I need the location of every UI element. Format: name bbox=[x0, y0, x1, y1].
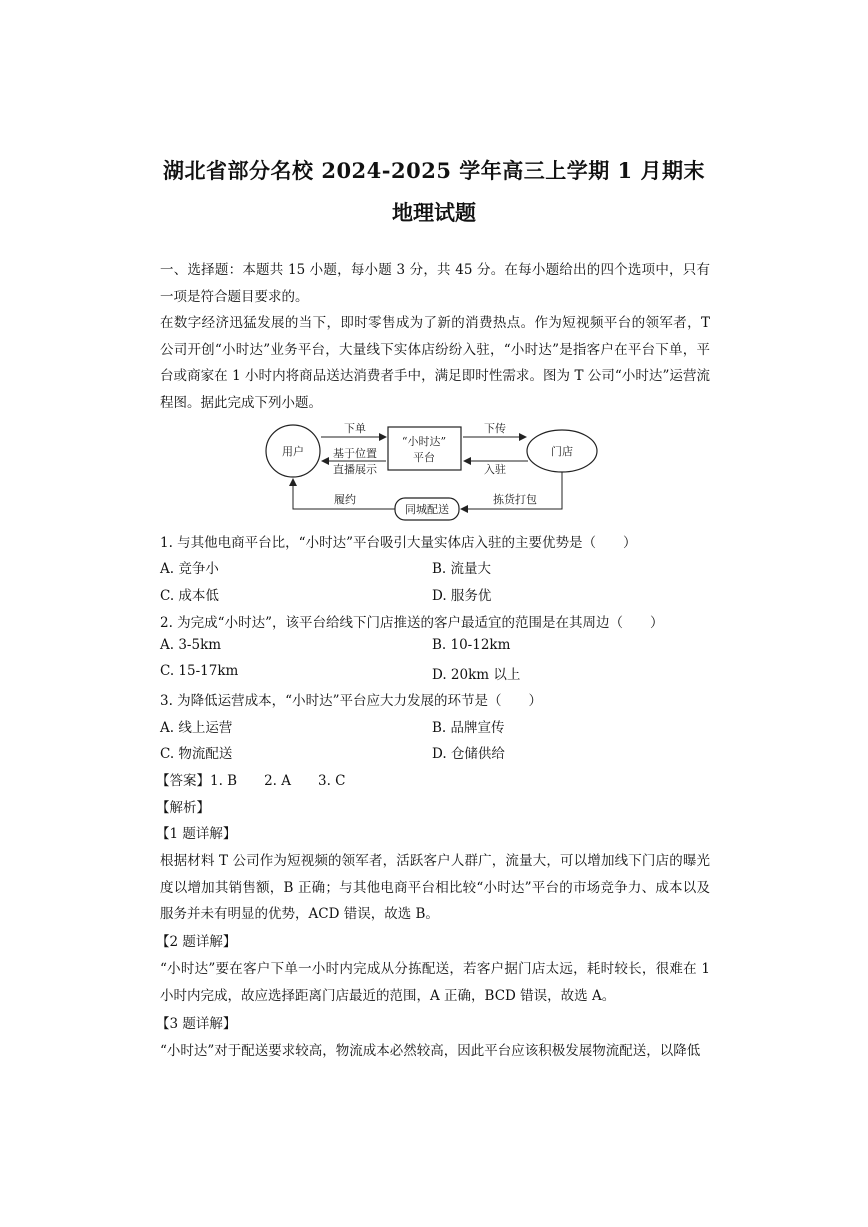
exam-subtitle: 地理试题 bbox=[392, 200, 476, 225]
question-1-option-b: B. 流量大 bbox=[432, 561, 492, 577]
order-label: 下单 bbox=[344, 422, 366, 435]
question-2-option-c: C. 15-17km bbox=[160, 663, 239, 679]
material-text: 在数字经济迅猛发展的当下，即时零售成为了新的消费热点。作为短视频平台的领军者，T 公司开创“小时达”业务平台，大量线下实体店纷纷入驻，“小时达”是指客户在平台下单，平台或商家在 1 小时内将商品送达消费者手中，满足即时性需求。图为 T 公司“小时达”运营流程图。据此完成下列小题。 bbox=[160, 315, 710, 411]
fulfill-label: 履约 bbox=[334, 493, 356, 506]
question-2-option-d: D. 20km 以上 bbox=[432, 667, 521, 683]
question-3-option-b: B. 品牌宣传 bbox=[432, 720, 505, 736]
user-label: 用户 bbox=[282, 445, 304, 458]
question-2-option-a: A. 3-5km bbox=[160, 637, 222, 653]
detail-2-label: 【2 题详解】 bbox=[156, 934, 237, 950]
platform-label-line1: “小时达” bbox=[401, 435, 447, 448]
delivery-label: 同城配送 bbox=[405, 503, 449, 516]
detail-2-text: “小时达”要在客户下单一小时内完成从分拣配送，若客户据门店太远，耗时较长，很难在 1 小时内完成，故应选择距离门店最近的范围，A 正确，BCD 错误，故选 A。 bbox=[160, 961, 710, 1004]
flow-diagram bbox=[255, 415, 615, 525]
detail-3-text: “小时达”对于配送要求较高，物流成本必然较高，因此平台应该积极发展物流配送，以降低 bbox=[160, 1043, 701, 1059]
question-1-option-a: A. 竞争小 bbox=[160, 561, 219, 577]
join-label: 入驻 bbox=[484, 463, 506, 476]
question-1-option-d: D. 服务优 bbox=[432, 588, 492, 604]
question-1-option-c: C. 成本低 bbox=[160, 588, 219, 604]
location-label: 基于位置 bbox=[333, 447, 377, 460]
detail-1-label: 【1 题详解】 bbox=[156, 826, 237, 842]
analysis-label: 【解析】 bbox=[156, 800, 210, 816]
exam-title: 湖北省部分名校 2024-2025 学年高三上学期 1 月期末 bbox=[163, 158, 705, 183]
forward-label: 下传 bbox=[484, 422, 506, 435]
question-3-option-c: C. 物流配送 bbox=[160, 746, 233, 762]
detail-1-text: 根据材料 T 公司作为短视频的领军者，活跃客户人群广，流量大，可以增加线下门店的曝光度以增加其销售额，B 正确；与其他电商平台相比较“小时达”平台的市场竞争力、成本以及服务并未有明显的优势，ACD 错误，故选 B。 bbox=[160, 853, 710, 922]
display-label: 直播展示 bbox=[333, 463, 377, 476]
question-1-stem: 1. 与其他电商平台比，“小时达”平台吸引大量实体店入驻的主要优势是（ ） bbox=[160, 535, 637, 551]
question-3-option-a: A. 线上运营 bbox=[160, 720, 233, 736]
pick-label: 拣货打包 bbox=[493, 493, 537, 506]
answer-line: 【答案】1. B 2. A 3. C bbox=[156, 773, 346, 789]
question-3-stem: 3. 为降低运营成本，“小时达”平台应大力发展的环节是（ ） bbox=[160, 693, 542, 709]
detail-3-label: 【3 题详解】 bbox=[156, 1016, 237, 1032]
section-heading: 一、选择题：本题共 15 小题，每小题 3 分，共 45 分。在每小题给出的四个选项中，只有一项是符合题目要求的。 bbox=[160, 262, 710, 305]
platform-label-line2: 平台 bbox=[413, 451, 435, 464]
question-3-option-d: D. 仓储供给 bbox=[432, 746, 505, 762]
store-label: 门店 bbox=[551, 445, 573, 458]
question-2-option-b: B. 10-12km bbox=[432, 637, 511, 653]
question-2-stem: 2. 为完成“小时达”，该平台给线下门店推送的客户最适宜的范围是在其周边（ ） bbox=[160, 615, 664, 631]
